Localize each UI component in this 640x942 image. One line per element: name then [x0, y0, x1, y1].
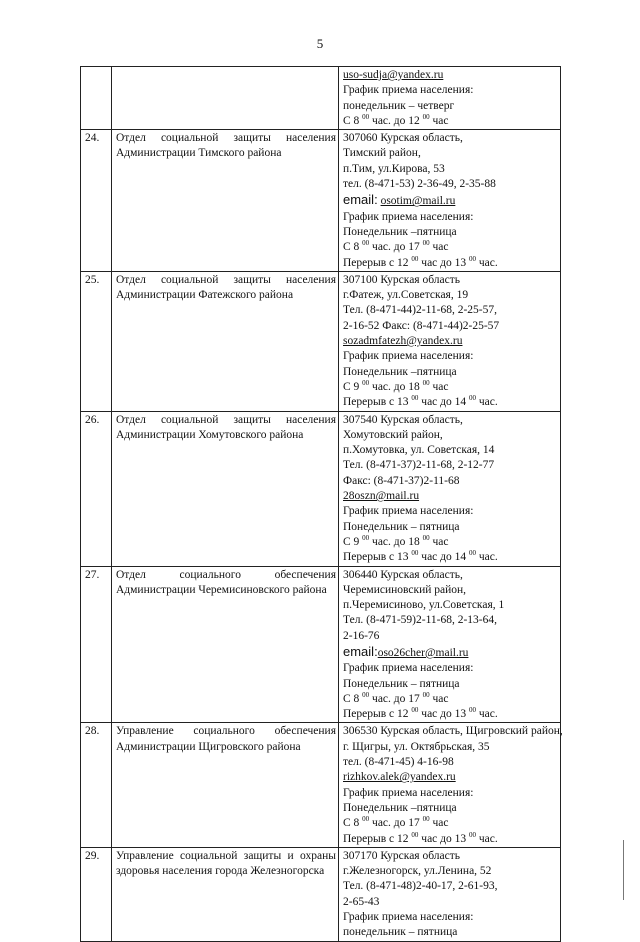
email-link[interactable]: oso26cher@mail.ru	[377, 646, 469, 659]
address-line: 307060 Курская область,	[343, 132, 463, 145]
contact-info	[339, 130, 561, 272]
schedule-break: Перерыв с 12 $^{00}$ час до 13 $^{00}$ час.	[343, 254, 498, 269]
fax-line: Факс: (8-471-37)2-11-68	[343, 474, 460, 487]
row-number: 28.	[81, 723, 112, 847]
org-name	[112, 67, 339, 130]
address-line: 306530 Курская область, Щигровский район,	[343, 725, 563, 738]
schedule-title: График приема населения:	[343, 786, 474, 799]
table-row	[81, 723, 561, 847]
row-number: 25.	[81, 271, 112, 411]
email-link[interactable]: uso-sudja@yandex.ru	[343, 69, 444, 81]
org-name: Отдел социального обеспечения Администрации Черемисиновского района	[112, 566, 339, 723]
contact-info	[339, 847, 561, 941]
offices-table	[80, 66, 561, 942]
schedule-days: Понедельник –пятница	[343, 365, 457, 378]
email-line	[343, 192, 558, 209]
contact-info	[339, 566, 561, 723]
contact-info	[339, 723, 561, 847]
schedule-hours: С 9 $^{00}$ час. до 18 $^{00}$ час	[343, 533, 449, 548]
schedule-days: понедельник – пятница	[343, 926, 458, 939]
schedule-hours: С 8 $^{00}$ час. до 12 $^{00}$ час	[343, 112, 449, 127]
address-line: 307170 Курская область	[343, 849, 460, 862]
address-line: 307540 Курская область,	[343, 413, 463, 426]
schedule-break: Перерыв с 13 $^{00}$ час до 14 $^{00}$ час.	[343, 394, 498, 409]
schedule-title: График приема населения:	[343, 210, 474, 223]
schedule-days: Понедельник –пятница	[343, 801, 457, 814]
phone-line: 2-16-76	[343, 629, 380, 642]
table-row	[81, 411, 561, 566]
table-row	[81, 130, 561, 272]
address-line: Тимский район,	[343, 147, 421, 160]
org-name: Отдел социальной защиты населения Администрации Фатежского района	[112, 271, 339, 411]
schedule-days: Понедельник – пятница	[343, 520, 460, 533]
org-name: Отдел социальной защиты населения Администрации Хомутовского района	[112, 411, 339, 566]
contact-info	[339, 67, 561, 130]
phone-line: Тел. (8-471-48)2-40-17, 2-61-93,	[343, 880, 498, 893]
address-line: п.Хомутовка, ул. Советская, 14	[343, 444, 495, 457]
schedule-title: График приема населения:	[343, 505, 474, 518]
address-line: 307100 Курская область	[343, 273, 460, 286]
row-number	[81, 67, 112, 130]
phone-line: тел. (8-471-53) 2-36-49, 2-35-88	[343, 178, 496, 191]
table-row	[81, 67, 561, 130]
row-number: 27.	[81, 566, 112, 723]
table-row	[81, 271, 561, 411]
schedule-days: понедельник – четверг	[343, 99, 455, 112]
phone-line: Тел. (8-471-37)2-11-68, 2-12-77	[343, 459, 495, 472]
schedule-title: График приема населения:	[343, 350, 474, 363]
org-name: Отдел социальной защиты населения Администрации Тимского района	[112, 130, 339, 272]
email-link[interactable]: rizhkov.alek@yandex.ru	[343, 771, 456, 784]
schedule-title: График приема населения:	[343, 84, 474, 97]
address-line: г.Фатеж, ул.Советская, 19	[343, 289, 469, 302]
row-number: 26.	[81, 411, 112, 566]
email-label: email:	[343, 643, 378, 659]
phone-line: тел. (8-471-45) 4-16-98	[343, 756, 454, 769]
address-line: г.Железногорск, ул.Ленина, 52	[343, 865, 492, 878]
schedule-title: График приема населения:	[343, 911, 474, 924]
schedule-break: Перерыв с 12 $^{00}$ час до 13 $^{00}$ час.	[343, 830, 498, 845]
address-line: г. Щигры, ул. Октябрьская, 35	[343, 740, 490, 753]
schedule-hours: С 8 $^{00}$ час. до 17 $^{00}$ час	[343, 690, 449, 705]
email-link[interactable]: osotim@mail.ru	[380, 195, 456, 208]
address-line: Черемисиновский район,	[343, 583, 467, 596]
page-number: 5	[316, 36, 324, 51]
schedule-break: Перерыв с 13 $^{00}$ час до 14 $^{00}$ час.	[343, 549, 498, 564]
schedule-title: График приема населения:	[343, 662, 474, 675]
email-link[interactable]: 28oszn@mail.ru	[343, 490, 420, 503]
schedule-hours: С 9 $^{00}$ час. до 18 $^{00}$ час	[343, 378, 449, 393]
address-line: 306440 Курская область,	[343, 568, 463, 581]
schedule-days: Понедельник – пятница	[343, 677, 460, 690]
schedule-hours: С 8 $^{00}$ час. до 17 $^{00}$ час	[343, 239, 449, 254]
table-row	[81, 566, 561, 723]
phone-line: Тел. (8-471-59)2-11-68, 2-13-64,	[343, 614, 498, 627]
email-link[interactable]: sozadmfatezh@yandex.ru	[343, 335, 463, 348]
org-name: Управление социальной защиты и охраны здоровья населения города Железногорска	[112, 847, 339, 941]
schedule-hours: С 8 $^{00}$ час. до 17 $^{00}$ час	[343, 815, 449, 830]
phone-line: Тел. (8-471-44)2-11-68, 2-25-57,	[343, 304, 498, 317]
address-line: Хомутовский район,	[343, 428, 443, 441]
row-number: 29.	[81, 847, 112, 941]
row-number: 24.	[81, 130, 112, 272]
org-name: Управление социального обеспечения Администрации Щигровского района	[112, 723, 339, 847]
scan-edge-mark	[623, 840, 624, 900]
phone-line: 2-16-52 Факс: (8-471-44)2-25-57	[343, 319, 500, 332]
email-line	[343, 644, 558, 661]
table-row	[81, 847, 561, 941]
address-line: п.Черемисиново, ул.Советская, 1	[343, 599, 505, 612]
schedule-days: Понедельник –пятница	[343, 225, 457, 238]
contact-info	[339, 271, 561, 411]
contact-info	[339, 411, 561, 566]
address-line: п.Тим, ул.Кирова, 53	[343, 162, 445, 175]
email-label: email:	[343, 192, 378, 208]
phone-line: 2-65-43	[343, 895, 380, 908]
schedule-break: Перерыв с 12 $^{00}$ час до 13 $^{00}$ час.	[343, 706, 498, 721]
